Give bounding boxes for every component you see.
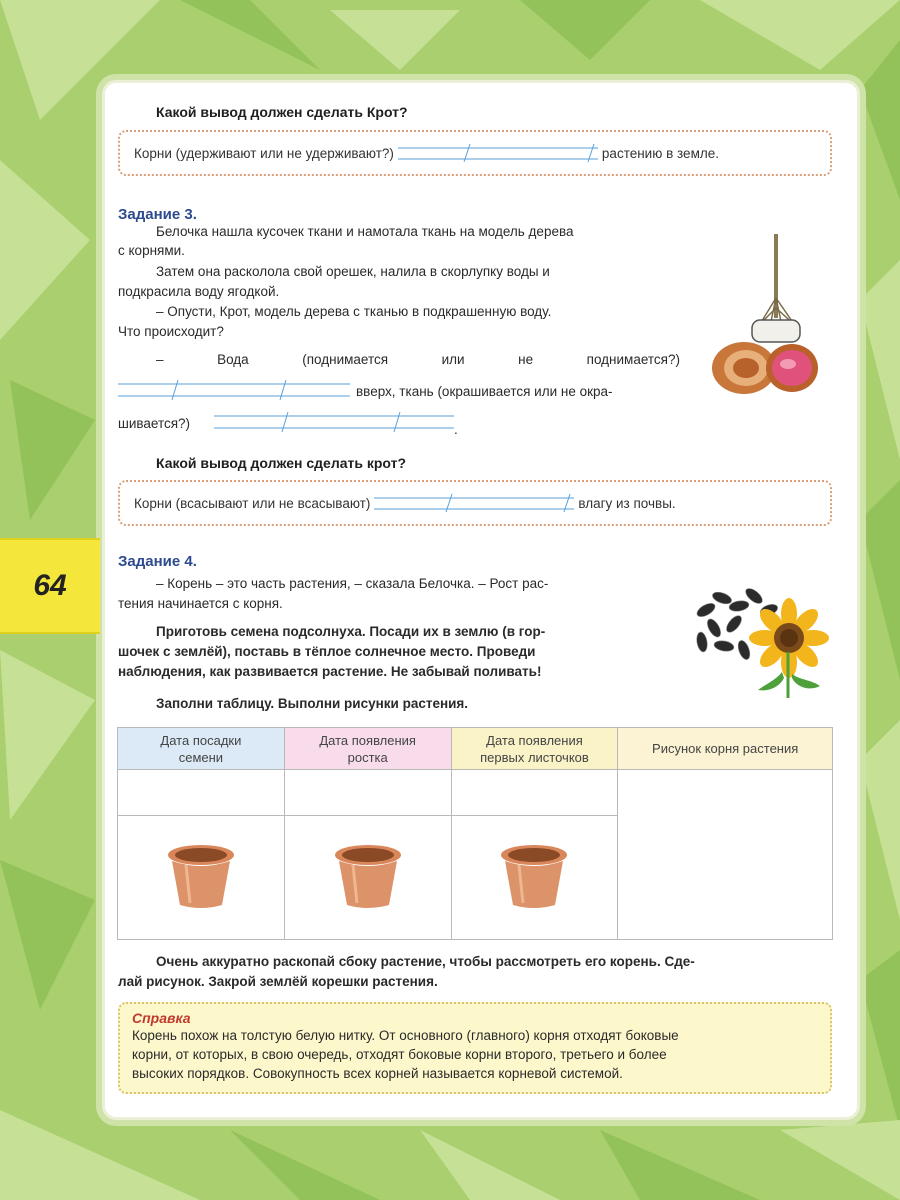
page-number: 64 <box>0 538 100 634</box>
table-cell-root-drawing[interactable] <box>618 770 833 940</box>
table-cell-planting-date[interactable] <box>118 770 285 816</box>
flower-pot-icon <box>333 841 403 911</box>
q1-answer-start: Корни (удерживают или не удерживают?) <box>134 145 394 161</box>
q2-question: Какой вывод должен сделать крот? <box>156 455 407 471</box>
task3-period: . <box>454 422 458 437</box>
task4-instr3: наблюдения, как развивается растение. Не забывай поливать! <box>118 664 542 679</box>
q2-answer-box <box>118 480 832 526</box>
task3-line8: вверх, ткань (окрашивается или не окра- <box>356 384 613 399</box>
header-line: Дата появления <box>486 732 583 748</box>
task4-instr2: шочек с землёй), поставь в тёплое солнечное место. Проведи <box>118 644 536 659</box>
task3-blank-2[interactable] <box>214 412 454 437</box>
q1-blank-field[interactable] <box>398 144 598 162</box>
task3-line6: Что происходит? <box>118 324 224 339</box>
task4-line1: – Корень – это часть растения, – сказала Белочка. – Рост рас- <box>156 576 549 591</box>
task4-line2: тения начинается с корня. <box>118 596 283 611</box>
flower-pot-icon <box>166 841 236 911</box>
dig-line1: Очень аккуратно раскопай сбоку растение, чтобы рассмотреть его корень. Сде- <box>156 954 695 969</box>
header-line: первых листочков <box>480 749 589 765</box>
flower-pot-icon <box>499 841 569 911</box>
dig-line2: лай рисунок. Закрой землёй корешки растения. <box>118 974 438 989</box>
task3-line5: – Опусти, Крот, модель дерева с тканью в подкрашенную воду. <box>156 304 552 319</box>
reference-line3: высоких порядков. Совокупность всех корней называется корневой системой. <box>132 1066 623 1081</box>
header-line: семени <box>178 749 224 765</box>
task3-word-ne: не <box>518 352 534 367</box>
q2-answer-end: влагу из почвы. <box>578 495 676 511</box>
header-line: ростка <box>347 749 388 765</box>
task4-title: Задание 4. <box>118 553 197 570</box>
table-header-leaves-date <box>451 728 618 770</box>
table-header-planting-date <box>118 728 285 770</box>
task4-instr1: Приготовь семена подсолнуха. Посади их в землю (в гор- <box>156 624 546 639</box>
header-line: Рисунок корня растения <box>652 741 799 756</box>
table-header-root-drawing <box>618 728 833 770</box>
sunflower-illustration <box>684 580 834 700</box>
reference-title: Справка <box>132 1010 191 1026</box>
nutshell-model-illustration <box>700 228 820 408</box>
q1-question: Какой вывод должен сделать Крот? <box>156 104 408 120</box>
task3-word-ili: или <box>441 352 465 367</box>
task3-blank-1[interactable] <box>118 380 350 405</box>
q1-answer-end: растению в земле. <box>601 145 719 161</box>
task3-line9: шивается?) <box>118 416 191 431</box>
task3-line4: подкрасила воду ягодкой. <box>118 284 280 299</box>
reference-box <box>118 1002 832 1094</box>
task4-fill-instruction: Заполни таблицу. Выполни рисунки растения. <box>156 696 469 711</box>
reference-line2: корни, от которых, в свою очередь, отходят боковые корни второго, третьего и более <box>132 1047 667 1062</box>
task3-word-podnim: (поднимается <box>302 352 389 367</box>
table-cell-leaves-date[interactable] <box>451 770 618 816</box>
task3-dash: – <box>156 352 164 367</box>
task3-line1: Белочка нашла кусочек ткани и намотала ткань на модель дерева <box>156 224 574 239</box>
table-cell-sprout-date[interactable] <box>284 770 451 816</box>
table-cell-pot-3[interactable] <box>451 816 618 940</box>
table-cell-pot-1[interactable] <box>118 816 285 940</box>
reference-line1: Корень похож на толстую белую нитку. От основного (главного) корня отходят боковые <box>132 1028 679 1043</box>
task3-word-podnim2: поднимается?) <box>586 352 680 367</box>
observation-table <box>117 727 833 940</box>
header-line: Дата посадки <box>160 732 242 748</box>
task3-word-voda: Вода <box>217 352 249 367</box>
task3-title: Задание 3. <box>118 206 197 223</box>
q2-answer-start: Корни (всасывают или не всасывают) <box>134 495 371 511</box>
q2-blank-field[interactable] <box>374 494 574 512</box>
task3-line7 <box>156 350 680 369</box>
header-line: Дата появления <box>319 732 416 748</box>
table-cell-pot-2[interactable] <box>284 816 451 940</box>
task3-line3: Затем она расколола свой орешек, налила в скорлупку воды и <box>156 264 550 279</box>
table-header-sprout-date <box>284 728 451 770</box>
task3-line2: с корнями. <box>118 243 185 258</box>
q1-answer-box <box>118 130 832 176</box>
